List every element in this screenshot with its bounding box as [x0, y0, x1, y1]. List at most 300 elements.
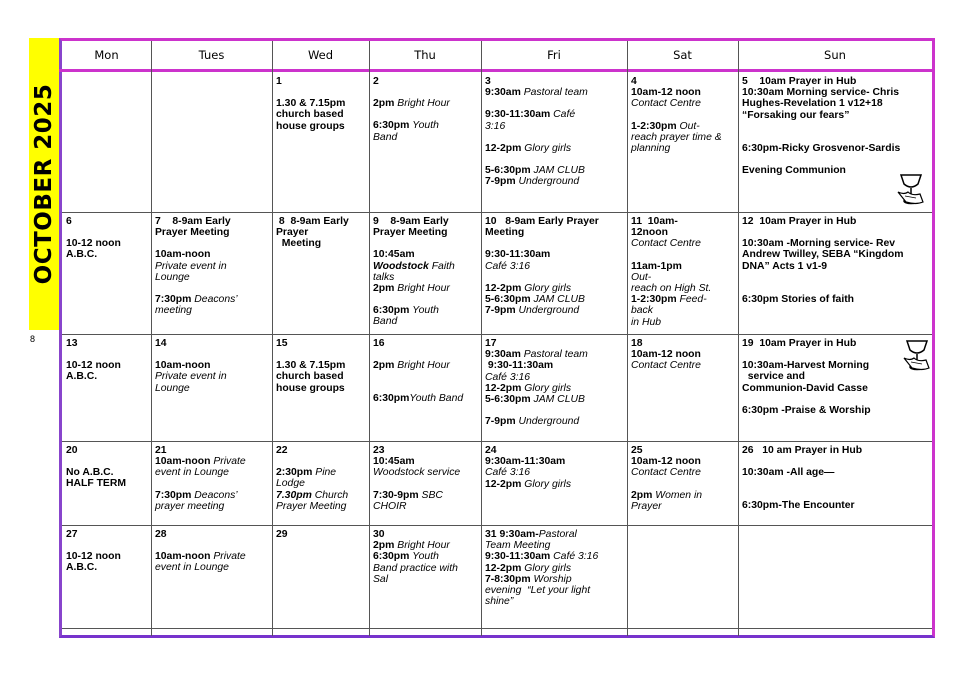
- event-line: 29: [276, 529, 288, 540]
- day-cell: [272, 335, 369, 441]
- event-line: [485, 349, 624, 360]
- day-header-fri: Fri: [547, 48, 561, 62]
- event-line: [373, 393, 478, 404]
- event-line: 13: [66, 338, 78, 349]
- line-gap: [742, 394, 929, 405]
- event-line: [485, 294, 624, 305]
- event-line: Contact Centre: [631, 238, 701, 250]
- line-gap: [485, 238, 624, 249]
- event-line: Café 3:16: [485, 260, 531, 272]
- event-line: [373, 540, 478, 551]
- event-text: Bright Hour: [397, 98, 450, 110]
- event-line: 14: [155, 338, 167, 349]
- event-line: [485, 283, 624, 294]
- event-text: 2pm: [373, 98, 398, 110]
- day-cell: [481, 335, 627, 441]
- event-text: Pine: [315, 467, 337, 479]
- event-line: 9:30-11:30am: [485, 360, 554, 372]
- event-line: event in Lounge: [155, 467, 229, 479]
- line-gap: [66, 227, 148, 238]
- event-text: 2pm: [373, 283, 398, 295]
- event-line: 10:45am: [373, 456, 415, 468]
- event-text: Out-: [679, 120, 700, 132]
- event-line: [155, 551, 269, 562]
- event-line: 10:30am -Morning service- Rev: [742, 238, 896, 250]
- day-cell: [151, 213, 272, 334]
- line-gap: [485, 405, 624, 416]
- event-text: Underground: [518, 416, 580, 428]
- line-gap: [373, 294, 478, 305]
- event-text: JAM CLUB: [533, 394, 585, 406]
- event-line: [485, 87, 624, 98]
- event-line: 10:30am-Harvest Morning: [742, 360, 870, 372]
- event-line: 10am-noon: [155, 360, 211, 372]
- event-text: Café 3:16: [553, 551, 599, 563]
- line-gap: [276, 87, 366, 98]
- day-cell: [627, 442, 738, 525]
- event-line: Lodge: [276, 478, 305, 490]
- event-text: Bright Hour: [397, 283, 450, 295]
- event-text: 9:30am: [485, 87, 524, 99]
- event-text: 7.30pm: [276, 489, 312, 501]
- event-text: Pastoral: [538, 529, 577, 540]
- event-line: CHOIR: [373, 500, 407, 512]
- day-cell: [738, 526, 932, 628]
- event-line: house groups: [276, 120, 345, 132]
- event-text: 9:30-11:30am: [485, 551, 554, 563]
- event-line: Contact Centre: [631, 360, 701, 372]
- event-line: 23: [373, 445, 385, 456]
- event-line: 9:30-11:30am: [485, 249, 551, 261]
- event-text: Youth Band: [409, 393, 464, 405]
- event-line: No A.B.C.: [66, 467, 114, 479]
- event-line: Andrew Twilley, SEBA “Kingdom: [742, 249, 904, 261]
- event-text: 2pm: [631, 489, 656, 501]
- line-gap: [155, 540, 269, 551]
- line-gap: [485, 98, 624, 109]
- event-text: Bright Hour: [397, 540, 450, 552]
- event-line: Woodstock service: [373, 467, 461, 479]
- line-gap: [742, 489, 929, 500]
- event-line: [631, 294, 735, 305]
- event-line: Team Meeting: [485, 540, 551, 552]
- event-line: 10-12 noon: [66, 238, 121, 250]
- event-text: 7-9pm: [485, 416, 519, 428]
- event-text: Pastoral team: [523, 349, 588, 361]
- event-text: SBC: [421, 489, 443, 501]
- event-text: Glory girls: [524, 478, 572, 490]
- day-cell: [738, 213, 932, 334]
- event-text: Deacons’: [194, 489, 238, 501]
- line-gap: [742, 349, 929, 360]
- line-gap: [66, 456, 148, 467]
- event-line: 6:30pm-Ricky Grosvenor-Sardis: [742, 142, 901, 154]
- line-gap: [155, 349, 269, 360]
- line-gap: [276, 349, 366, 360]
- event-line: 10-12 noon: [66, 551, 121, 563]
- line-gap: [373, 238, 478, 249]
- event-line: 6:30pm -Praise & Worship: [742, 404, 871, 416]
- event-line: evening “Let your light: [485, 585, 591, 597]
- event-text: 5-6:30pm: [485, 394, 534, 406]
- line-gap: [742, 478, 929, 489]
- event-line: [373, 120, 478, 131]
- event-text: 7-9pm: [485, 305, 519, 317]
- line-gap: [485, 272, 624, 283]
- event-line: 27: [66, 529, 78, 540]
- event-text: Café: [553, 109, 576, 121]
- day-cell: [481, 213, 627, 334]
- event-line: [485, 574, 624, 585]
- event-line: 15: [276, 338, 288, 349]
- day-cell: [272, 526, 369, 628]
- event-line: [373, 360, 478, 371]
- event-line: Meeting: [276, 238, 322, 250]
- line-gap: [742, 132, 929, 143]
- event-text: 10am-noon: [155, 551, 214, 563]
- event-line: Out-: [631, 271, 652, 283]
- event-text: 12-2pm: [485, 282, 525, 294]
- day-cell: [272, 213, 369, 334]
- event-text: Worship: [533, 573, 572, 585]
- event-line: Meeting: [485, 227, 525, 239]
- day-cell: [369, 335, 481, 441]
- event-line: [485, 143, 624, 154]
- line-gap: [66, 349, 148, 360]
- day-cell: [627, 73, 738, 212]
- event-line: in Hub: [631, 316, 662, 328]
- event-line: Prayer: [276, 227, 309, 239]
- event-line: Band: [373, 131, 398, 143]
- event-text: 7-9pm: [485, 176, 519, 188]
- event-text: Deacons’: [194, 294, 238, 306]
- line-gap: [155, 238, 269, 249]
- row-divider: [62, 628, 932, 629]
- line-gap: [276, 456, 366, 467]
- line-gap: [742, 121, 929, 132]
- day-cell: [151, 442, 272, 525]
- event-line: 16: [373, 338, 385, 349]
- event-line: church based: [276, 371, 344, 383]
- event-line: [155, 456, 269, 467]
- event-text: 2pm: [373, 360, 398, 372]
- event-text: Woodstock: [373, 260, 429, 272]
- event-line: 11am-1pm: [631, 260, 682, 272]
- day-header-tues: Tues: [198, 48, 225, 62]
- event-line: Contact Centre: [631, 467, 701, 479]
- event-text: JAM CLUB: [533, 294, 585, 306]
- line-gap: [631, 479, 735, 490]
- event-text: 7:30pm: [155, 489, 195, 501]
- event-line: DNA” Acts 1 v1-9: [742, 260, 828, 272]
- day-cell: [62, 526, 151, 628]
- day-cell: [481, 442, 627, 525]
- event-line: Evening Communion: [742, 165, 846, 177]
- event-line: 10am-noon: [155, 249, 211, 261]
- line-gap: [485, 132, 624, 143]
- event-line: [631, 490, 735, 501]
- line-gap: [373, 109, 478, 120]
- event-text: 12-2pm: [485, 382, 525, 394]
- event-line: 17: [485, 338, 497, 349]
- event-text: Glory girls: [524, 142, 572, 154]
- line-gap: [485, 154, 624, 165]
- event-line: 21: [155, 445, 167, 456]
- event-line: Communion-David Casse: [742, 382, 868, 394]
- event-line: shine”: [485, 596, 514, 608]
- event-line: reach prayer time &: [631, 131, 722, 143]
- event-text: 2:30pm: [276, 467, 316, 479]
- event-text: 7-8:30pm: [485, 573, 534, 585]
- event-text: Faith: [428, 260, 455, 272]
- event-line: [485, 383, 624, 394]
- event-line: Café 3:16: [485, 467, 531, 479]
- event-line: talks: [373, 271, 395, 283]
- event-line: Hughes-Revelation 1 v12+18: [742, 98, 883, 110]
- event-text: Feed-: [679, 294, 707, 306]
- event-line: [373, 283, 478, 294]
- day-header-wed: Wed: [307, 48, 334, 62]
- line-gap: [373, 371, 478, 382]
- event-line: 9 8-9am Early: [373, 216, 449, 227]
- event-line: service and: [742, 371, 805, 383]
- event-line: 19 10am Prayer in Hub: [742, 338, 857, 349]
- event-line: Band practice with: [373, 562, 458, 574]
- event-line: 5 10am Prayer in Hub: [742, 76, 857, 87]
- day-header-mon: Mon: [94, 48, 119, 62]
- day-cell: [481, 73, 627, 212]
- day-cell: [151, 335, 272, 441]
- event-line: 10:30am -All age—: [742, 467, 835, 479]
- event-line: event in Lounge: [155, 562, 229, 574]
- event-text: 5-6:30pm: [485, 294, 534, 306]
- event-line: 6:30pm Stories of faith: [742, 293, 855, 305]
- day-cell: [62, 213, 151, 334]
- event-text: Private: [213, 456, 246, 468]
- day-header-sun: Sun: [824, 48, 846, 62]
- event-text: Glory girls: [524, 562, 572, 574]
- event-line: A.B.C.: [66, 562, 98, 574]
- event-line: [485, 176, 624, 187]
- day-cell: [738, 442, 932, 525]
- event-line: Prayer Meeting: [155, 227, 230, 239]
- event-text: 10am-noon: [155, 456, 214, 468]
- event-line: [485, 479, 624, 490]
- event-line: 8 8-9am Early: [276, 216, 349, 227]
- event-line: 28: [155, 529, 167, 540]
- event-text: Church: [311, 489, 349, 501]
- event-line: Lounge: [155, 271, 190, 283]
- event-line: prayer meeting: [155, 500, 225, 512]
- event-line: [155, 294, 269, 305]
- day-cell: [272, 73, 369, 212]
- event-line: 6:30pm-The Encounter: [742, 500, 855, 512]
- event-text: 9:30am: [485, 349, 524, 361]
- event-line: 11 10am-: [631, 216, 678, 227]
- event-line: meeting: [155, 305, 192, 317]
- event-text: Private: [213, 551, 246, 563]
- event-line: 4: [631, 76, 637, 87]
- event-line: [373, 261, 478, 272]
- event-line: 9:30am-11:30am: [485, 456, 566, 468]
- event-line: Private event in: [155, 260, 227, 272]
- event-text: 12-2pm: [485, 142, 525, 154]
- event-line: 30: [373, 529, 385, 540]
- day-cell: [62, 73, 151, 212]
- day-cell: [369, 442, 481, 525]
- event-line: [485, 305, 624, 316]
- event-line: 26 10 am Prayer in Hub: [742, 445, 863, 456]
- event-line: Prayer Meeting: [373, 227, 448, 239]
- day-header-thu: Thu: [414, 48, 436, 62]
- day-cell: [369, 73, 481, 212]
- event-line: [373, 490, 478, 501]
- event-line: [485, 529, 624, 540]
- event-text: Glory girls: [524, 382, 572, 394]
- event-text: Bright Hour: [397, 360, 450, 372]
- event-line: Prayer Meeting: [276, 500, 347, 512]
- event-line: Café 3:16: [485, 371, 531, 383]
- event-line: [373, 551, 478, 562]
- line-gap: [742, 154, 929, 165]
- day-cell: [627, 526, 738, 628]
- event-line: 10 8-9am Early Prayer: [485, 216, 599, 227]
- event-line: [276, 467, 366, 478]
- event-line: Private event in: [155, 371, 227, 383]
- event-text: 1-2:30pm: [631, 294, 680, 306]
- communion-cup-icon: [902, 338, 932, 374]
- event-line: back: [631, 305, 653, 317]
- event-text: 7:30-9pm: [373, 489, 422, 501]
- event-line: “Forsaking our fears”: [742, 109, 850, 121]
- event-text: Glory girls: [524, 282, 572, 294]
- day-cell: [62, 442, 151, 525]
- event-line: A.B.C.: [66, 249, 98, 261]
- day-cell: [481, 526, 627, 628]
- line-gap: [742, 272, 929, 283]
- day-cell: [151, 73, 272, 212]
- event-text: 9:30-11:30am: [485, 109, 554, 121]
- event-line: [276, 490, 366, 501]
- event-line: [485, 416, 624, 427]
- event-text: 31 9:30am-: [485, 529, 539, 540]
- line-gap: [155, 479, 269, 490]
- event-line: HALF TERM: [66, 478, 127, 490]
- event-line: 3:16: [485, 120, 506, 132]
- event-line: Band: [373, 316, 398, 328]
- event-text: 12-2pm: [485, 478, 525, 490]
- event-text: 6:30pm: [373, 393, 410, 405]
- event-line: 10am-12 noon: [631, 87, 701, 99]
- event-text: Underground: [518, 176, 580, 188]
- event-line: 1: [276, 76, 282, 87]
- event-line: 10am-12 noon: [631, 456, 701, 468]
- day-cell: [272, 442, 369, 525]
- event-line: 22: [276, 445, 288, 456]
- event-line: 10-12 noon: [66, 360, 121, 372]
- event-line: [373, 98, 478, 109]
- event-line: 12noon: [631, 227, 668, 239]
- event-line: A.B.C.: [66, 371, 98, 383]
- event-text: 6:30pm: [373, 120, 413, 132]
- event-line: planning: [631, 143, 671, 155]
- event-line: Prayer: [631, 500, 662, 512]
- day-cell: [62, 335, 151, 441]
- event-line: [155, 490, 269, 501]
- event-text: 6:30pm: [373, 551, 413, 563]
- event-text: Youth: [412, 120, 439, 132]
- event-line: 10am-12 noon: [631, 349, 701, 361]
- line-gap: [631, 250, 735, 261]
- event-line: church based: [276, 109, 344, 121]
- line-gap: [742, 456, 929, 467]
- day-cell: [369, 526, 481, 628]
- event-line: 20: [66, 445, 78, 456]
- line-gap: [373, 382, 478, 393]
- event-text: 2pm: [373, 540, 398, 552]
- margin-mark: 8: [30, 334, 36, 344]
- event-line: 24: [485, 445, 497, 456]
- event-line: 10:30am Morning service- Chris: [742, 87, 900, 99]
- line-gap: [66, 540, 148, 551]
- event-text: 12-2pm: [485, 562, 525, 574]
- event-line: 2: [373, 76, 379, 87]
- event-line: [631, 121, 735, 132]
- event-line: [485, 563, 624, 574]
- event-line: 7 8-9am Early: [155, 216, 231, 227]
- line-gap: [373, 349, 478, 360]
- day-cell: [627, 213, 738, 334]
- line-gap: [373, 87, 478, 98]
- event-line: Sal: [373, 573, 389, 585]
- day-header-sat: Sat: [673, 48, 692, 62]
- event-text: Underground: [518, 305, 580, 317]
- event-text: Pastoral team: [523, 87, 588, 99]
- event-text: Women in: [655, 489, 703, 501]
- event-line: [373, 305, 478, 316]
- event-line: 1.30 & 7.15pm: [276, 98, 346, 110]
- event-line: 12 10am Prayer in Hub: [742, 216, 857, 227]
- day-cell: [369, 213, 481, 334]
- day-cell: [151, 526, 272, 628]
- event-line: 10:45am: [373, 249, 415, 261]
- month-title: OCTOBER 2025: [31, 83, 57, 285]
- event-line: Lounge: [155, 382, 190, 394]
- event-text: Youth: [412, 551, 439, 563]
- event-text: Youth: [412, 305, 439, 317]
- event-line: [485, 109, 624, 120]
- event-line: [485, 551, 624, 562]
- event-line: 18: [631, 338, 643, 349]
- event-line: [485, 394, 624, 405]
- event-text: 7:30pm: [155, 294, 195, 306]
- event-line: Contact Centre: [631, 98, 701, 110]
- event-line: house groups: [276, 382, 345, 394]
- event-line: 6: [66, 216, 72, 227]
- event-line: 25: [631, 445, 643, 456]
- event-text: 5-6:30pm: [485, 165, 534, 177]
- line-gap: [742, 283, 929, 294]
- communion-cup-icon: [896, 172, 926, 208]
- event-line: reach on High St.: [631, 283, 712, 295]
- line-gap: [631, 110, 735, 121]
- event-line: [485, 165, 624, 176]
- event-text: JAM CLUB: [533, 165, 585, 177]
- line-gap: [742, 227, 929, 238]
- event-text: 1-2:30pm: [631, 120, 680, 132]
- line-gap: [373, 479, 478, 490]
- event-line: 3: [485, 76, 491, 87]
